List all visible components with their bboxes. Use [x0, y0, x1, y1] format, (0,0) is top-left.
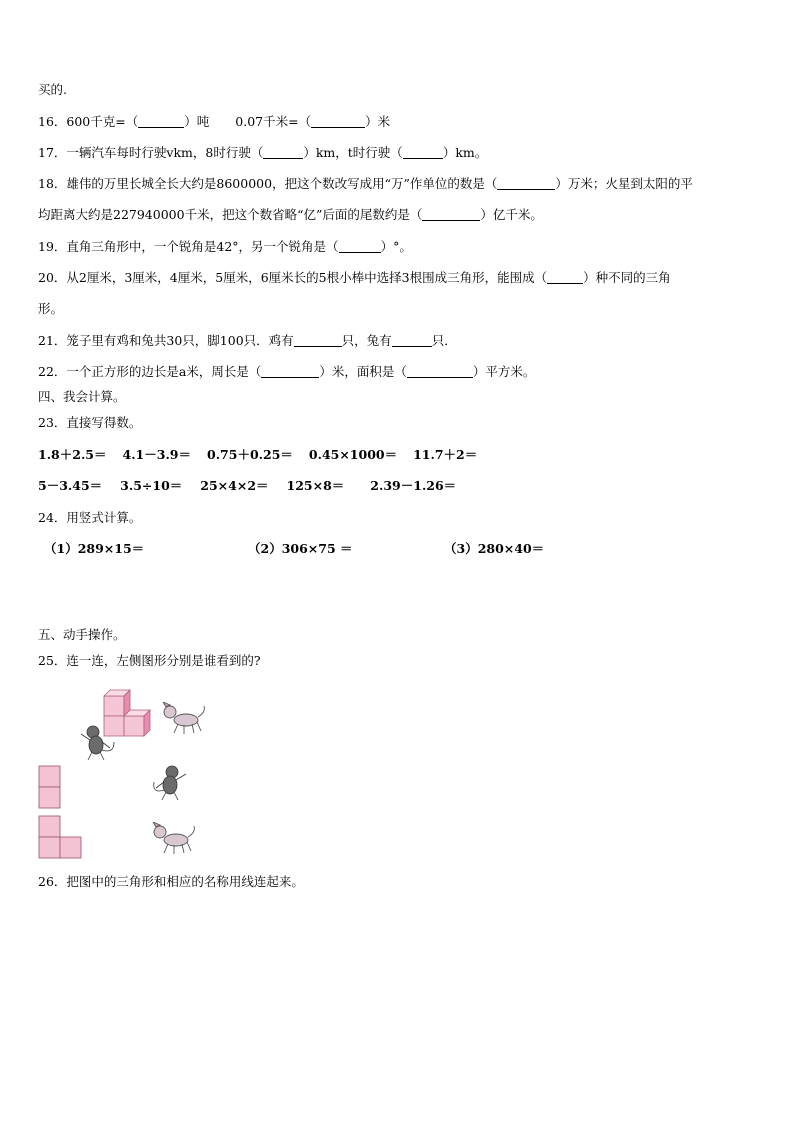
question-18-cont: 均距离大约是227940000千米，把这个数省略“亿”后面的尾数约是（ ）亿千米。 [38, 207, 543, 222]
question-24: 24．用竖式计算。 [38, 510, 142, 525]
vertical-calc-1: （1）289×15＝ [44, 541, 145, 556]
question-20-cont: 形。 [38, 301, 64, 316]
calc-row-2 [38, 478, 456, 494]
answer-blank[interactable] [403, 146, 443, 159]
monkey-icon [150, 764, 190, 802]
question-25: 25．连一连，左侧图形分别是谁看到的? [38, 653, 261, 668]
calc-row-1 [38, 447, 477, 463]
text-line: 买的. [38, 82, 67, 97]
dog-icon [150, 822, 198, 856]
question-23: 23．直接写得数。 [38, 415, 142, 430]
question-19: 19．直角三角形中，一个锐角是42°，另一个锐角是（ ）°。 [38, 239, 412, 254]
answer-blank[interactable] [497, 177, 555, 190]
answer-blank[interactable] [422, 208, 480, 221]
answer-blank[interactable] [311, 115, 365, 128]
vertical-calc-3: （3）280×40＝ [444, 541, 545, 556]
answer-blank[interactable] [547, 271, 583, 284]
section-5-heading: 五、动手操作。 [38, 627, 126, 642]
vertical-calc-2: （2）306×75 ＝ [248, 541, 353, 556]
calc-item: 25×4×2＝ [200, 478, 269, 493]
calc-item: 4.1－3.9＝ [122, 447, 191, 462]
front-view-figure [38, 765, 62, 809]
calc-item: 0.45×1000＝ [308, 447, 398, 462]
answer-blank[interactable] [263, 146, 303, 159]
answer-blank[interactable] [138, 115, 184, 128]
calc-item: 3.5÷10＝ [120, 478, 183, 493]
question-20: 20．从2厘米，3厘米，4厘米，5厘米，6厘米长的5根小棒中选择3根围成三角形，能围成（ ）种不同的三角 [38, 270, 671, 285]
answer-blank[interactable] [407, 365, 473, 378]
calc-item: 0.75＋0.25＝ [207, 447, 293, 462]
calc-item: 1.8＋2.5＝ [38, 447, 107, 462]
question-17: 17．一辆汽车每时行驶vkm，8时行驶（ ）km，t时行驶（ ）km。 [38, 145, 488, 160]
question-18: 18．雄伟的万里长城全长大约是8600000，把这个数改写成用“万”作单位的数是（ ）万米；火星到太阳的平 [38, 176, 693, 191]
answer-blank[interactable] [294, 334, 342, 347]
answer-blank[interactable] [392, 334, 432, 347]
calc-item: 5－3.45＝ [38, 478, 103, 493]
dog-icon [160, 702, 208, 736]
answer-blank[interactable] [261, 365, 319, 378]
question-21: 21．笼子里有鸡和兔共30只，脚100只．鸡有 只，兔有 只． [38, 333, 457, 348]
side-view-figure [38, 815, 84, 859]
answer-blank[interactable] [339, 240, 381, 253]
question-22: 22．一个正方形的边长是a米，周长是（ ）米，面积是（ ）平方米。 [38, 364, 536, 379]
monkey-icon [78, 724, 118, 762]
calc-item: 11.7＋2＝ [413, 447, 478, 462]
calc-item: 125×8＝ [286, 478, 345, 493]
calc-item: 2.39－1.26＝ [370, 478, 457, 493]
question-16: 16．600千克=（ ）吨 0.07千米=（ ）米 [38, 114, 391, 129]
question-26: 26．把图中的三角形和相应的名称用线连起来。 [38, 874, 304, 889]
section-4-heading: 四、我会计算。 [38, 389, 126, 404]
